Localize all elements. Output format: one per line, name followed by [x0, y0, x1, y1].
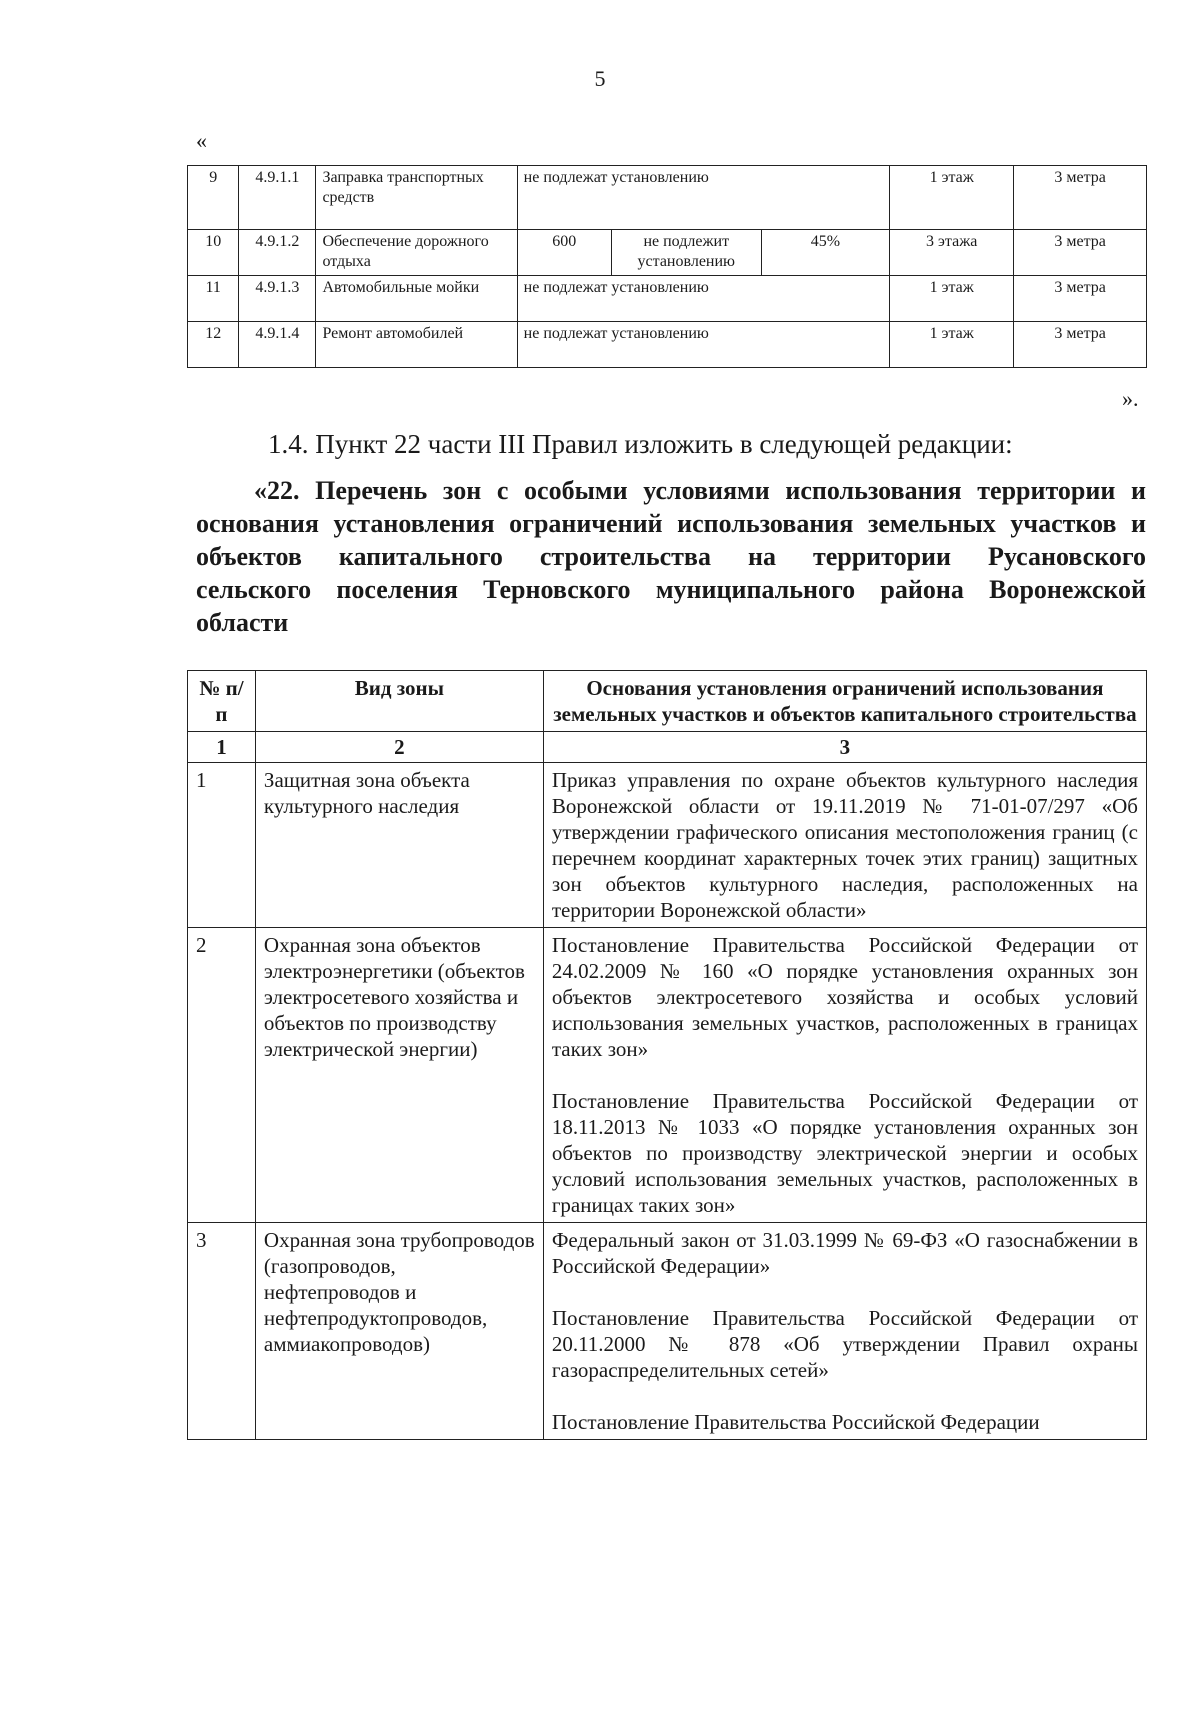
land-use-parameters-table	[187, 165, 1147, 368]
basis-cell	[543, 1223, 1146, 1440]
zone-type: Защитная зона объекта культурного наследия	[255, 763, 543, 928]
table-row	[188, 166, 1147, 230]
row-number: 12	[188, 322, 239, 368]
not-established-cell: не подлежат установлению	[517, 276, 889, 322]
basis-cell	[543, 928, 1146, 1223]
land-use-code: 4.9.1.2	[239, 230, 316, 276]
height-cell: 3 метра	[1014, 230, 1147, 276]
basis-document: Постановление Правительства Российской Федерации от 24.02.2009 № 160 «О порядке установления охранных зон объектов электросетевого хозяйства и особых условий использования земельных участков, расположенных в границах таких зон»	[551, 933, 1138, 1061]
zone-type: Охранная зона трубопроводов (газопроводов, нефтепроводов и нефтепродуктопроводов, аммиакопроводов)	[255, 1223, 543, 1440]
row-number: 9	[188, 166, 239, 230]
land-use-name: Обеспечение дорожного отдыха	[316, 230, 517, 276]
table-header-row	[188, 671, 1147, 732]
column-number: 2	[255, 732, 543, 763]
height-cell: 3 метра	[1014, 322, 1147, 368]
coverage-percent-cell: 45%	[761, 230, 889, 276]
zone-type: Охранная зона объектов электроэнергетики (объектов электросетевого хозяйства и объектов по производству электрической энергии)	[255, 928, 543, 1223]
amendment-paragraph: 1.4. Пункт 22 части III Правил изложить в следующей редакции:	[268, 429, 1013, 459]
column-number: 3	[543, 732, 1146, 763]
row-number: 10	[188, 230, 239, 276]
column-header-zone: Вид зоны	[255, 671, 543, 732]
land-use-code: 4.9.1.1	[239, 166, 316, 230]
section-heading: «22. Перечень зон с особыми условиями использования территории и основания установления ограничений использования земельных участков и объектов капитального строительства на территории Русановского сельского поселения Терновского муниципального района Воронежской области	[196, 476, 1146, 637]
land-use-name: Автомобильные мойки	[316, 276, 517, 322]
floors-cell: 3 этажа	[890, 230, 1014, 276]
basis-document: Постановление Правительства Российской Федерации от 18.11.2013 № 1033 «О порядке установления охранных зон объектов по производству электрической энергии и особых условий использования земельных участков, расположенных в границах таких зон»	[551, 1089, 1138, 1217]
floors-cell: 1 этаж	[890, 166, 1014, 230]
land-use-name: Заправка транспортных средств	[316, 166, 517, 230]
table-row	[188, 322, 1147, 368]
setback-cell: не подлежит установлению	[611, 230, 761, 276]
table-row	[188, 928, 1147, 1223]
land-use-name: Ремонт автомобилей	[316, 322, 517, 368]
closing-quote: ».	[1122, 386, 1139, 411]
table-row	[188, 230, 1147, 276]
floors-cell: 1 этаж	[890, 322, 1014, 368]
basis-document: Приказ управления по охране объектов культурного наследия Воронежской области от 19.11.2019 № 71-01-07/297 «Об утверждении графического описания местоположения границ (с перечнем координат характерных точек этих границ) защитных зон объектов культурного наследия, расположенных на территории Воронежской области»	[551, 768, 1138, 922]
land-use-code: 4.9.1.4	[239, 322, 316, 368]
table-row	[188, 1223, 1147, 1440]
page-number: 5	[594, 66, 606, 91]
column-header-basis: Основания установления ограничений использования земельных участков и объектов капитального строительства	[543, 671, 1146, 732]
height-cell: 3 метра	[1014, 166, 1147, 230]
column-header-number: № п/п	[188, 671, 256, 732]
row-number: 11	[188, 276, 239, 322]
column-number-row	[188, 732, 1147, 763]
basis-cell	[543, 763, 1146, 928]
opening-quote: «	[196, 128, 207, 153]
table-row	[188, 763, 1147, 928]
floors-cell: 1 этаж	[890, 276, 1014, 322]
min-area-cell: 600	[517, 230, 611, 276]
restriction-zones-table	[187, 670, 1147, 1440]
basis-document: Постановление Правительства Российской Федерации от 20.11.2000 № 878 «Об утверждении Правил охраны газораспределительных сетей»	[551, 1306, 1138, 1382]
row-number: 3	[188, 1223, 256, 1440]
height-cell: 3 метра	[1014, 276, 1147, 322]
land-use-code: 4.9.1.3	[239, 276, 316, 322]
row-number: 2	[188, 928, 256, 1223]
column-number: 1	[188, 732, 256, 763]
basis-document: Постановление Правительства Российской Федерации	[551, 1410, 1040, 1434]
row-number: 1	[188, 763, 256, 928]
not-established-cell: не подлежат установлению	[517, 166, 889, 230]
not-established-cell: не подлежат установлению	[517, 322, 889, 368]
basis-document: Федеральный закон от 31.03.1999 № 69-ФЗ «О газоснабжении в Российской Федерации»	[551, 1228, 1138, 1278]
table-row	[188, 276, 1147, 322]
